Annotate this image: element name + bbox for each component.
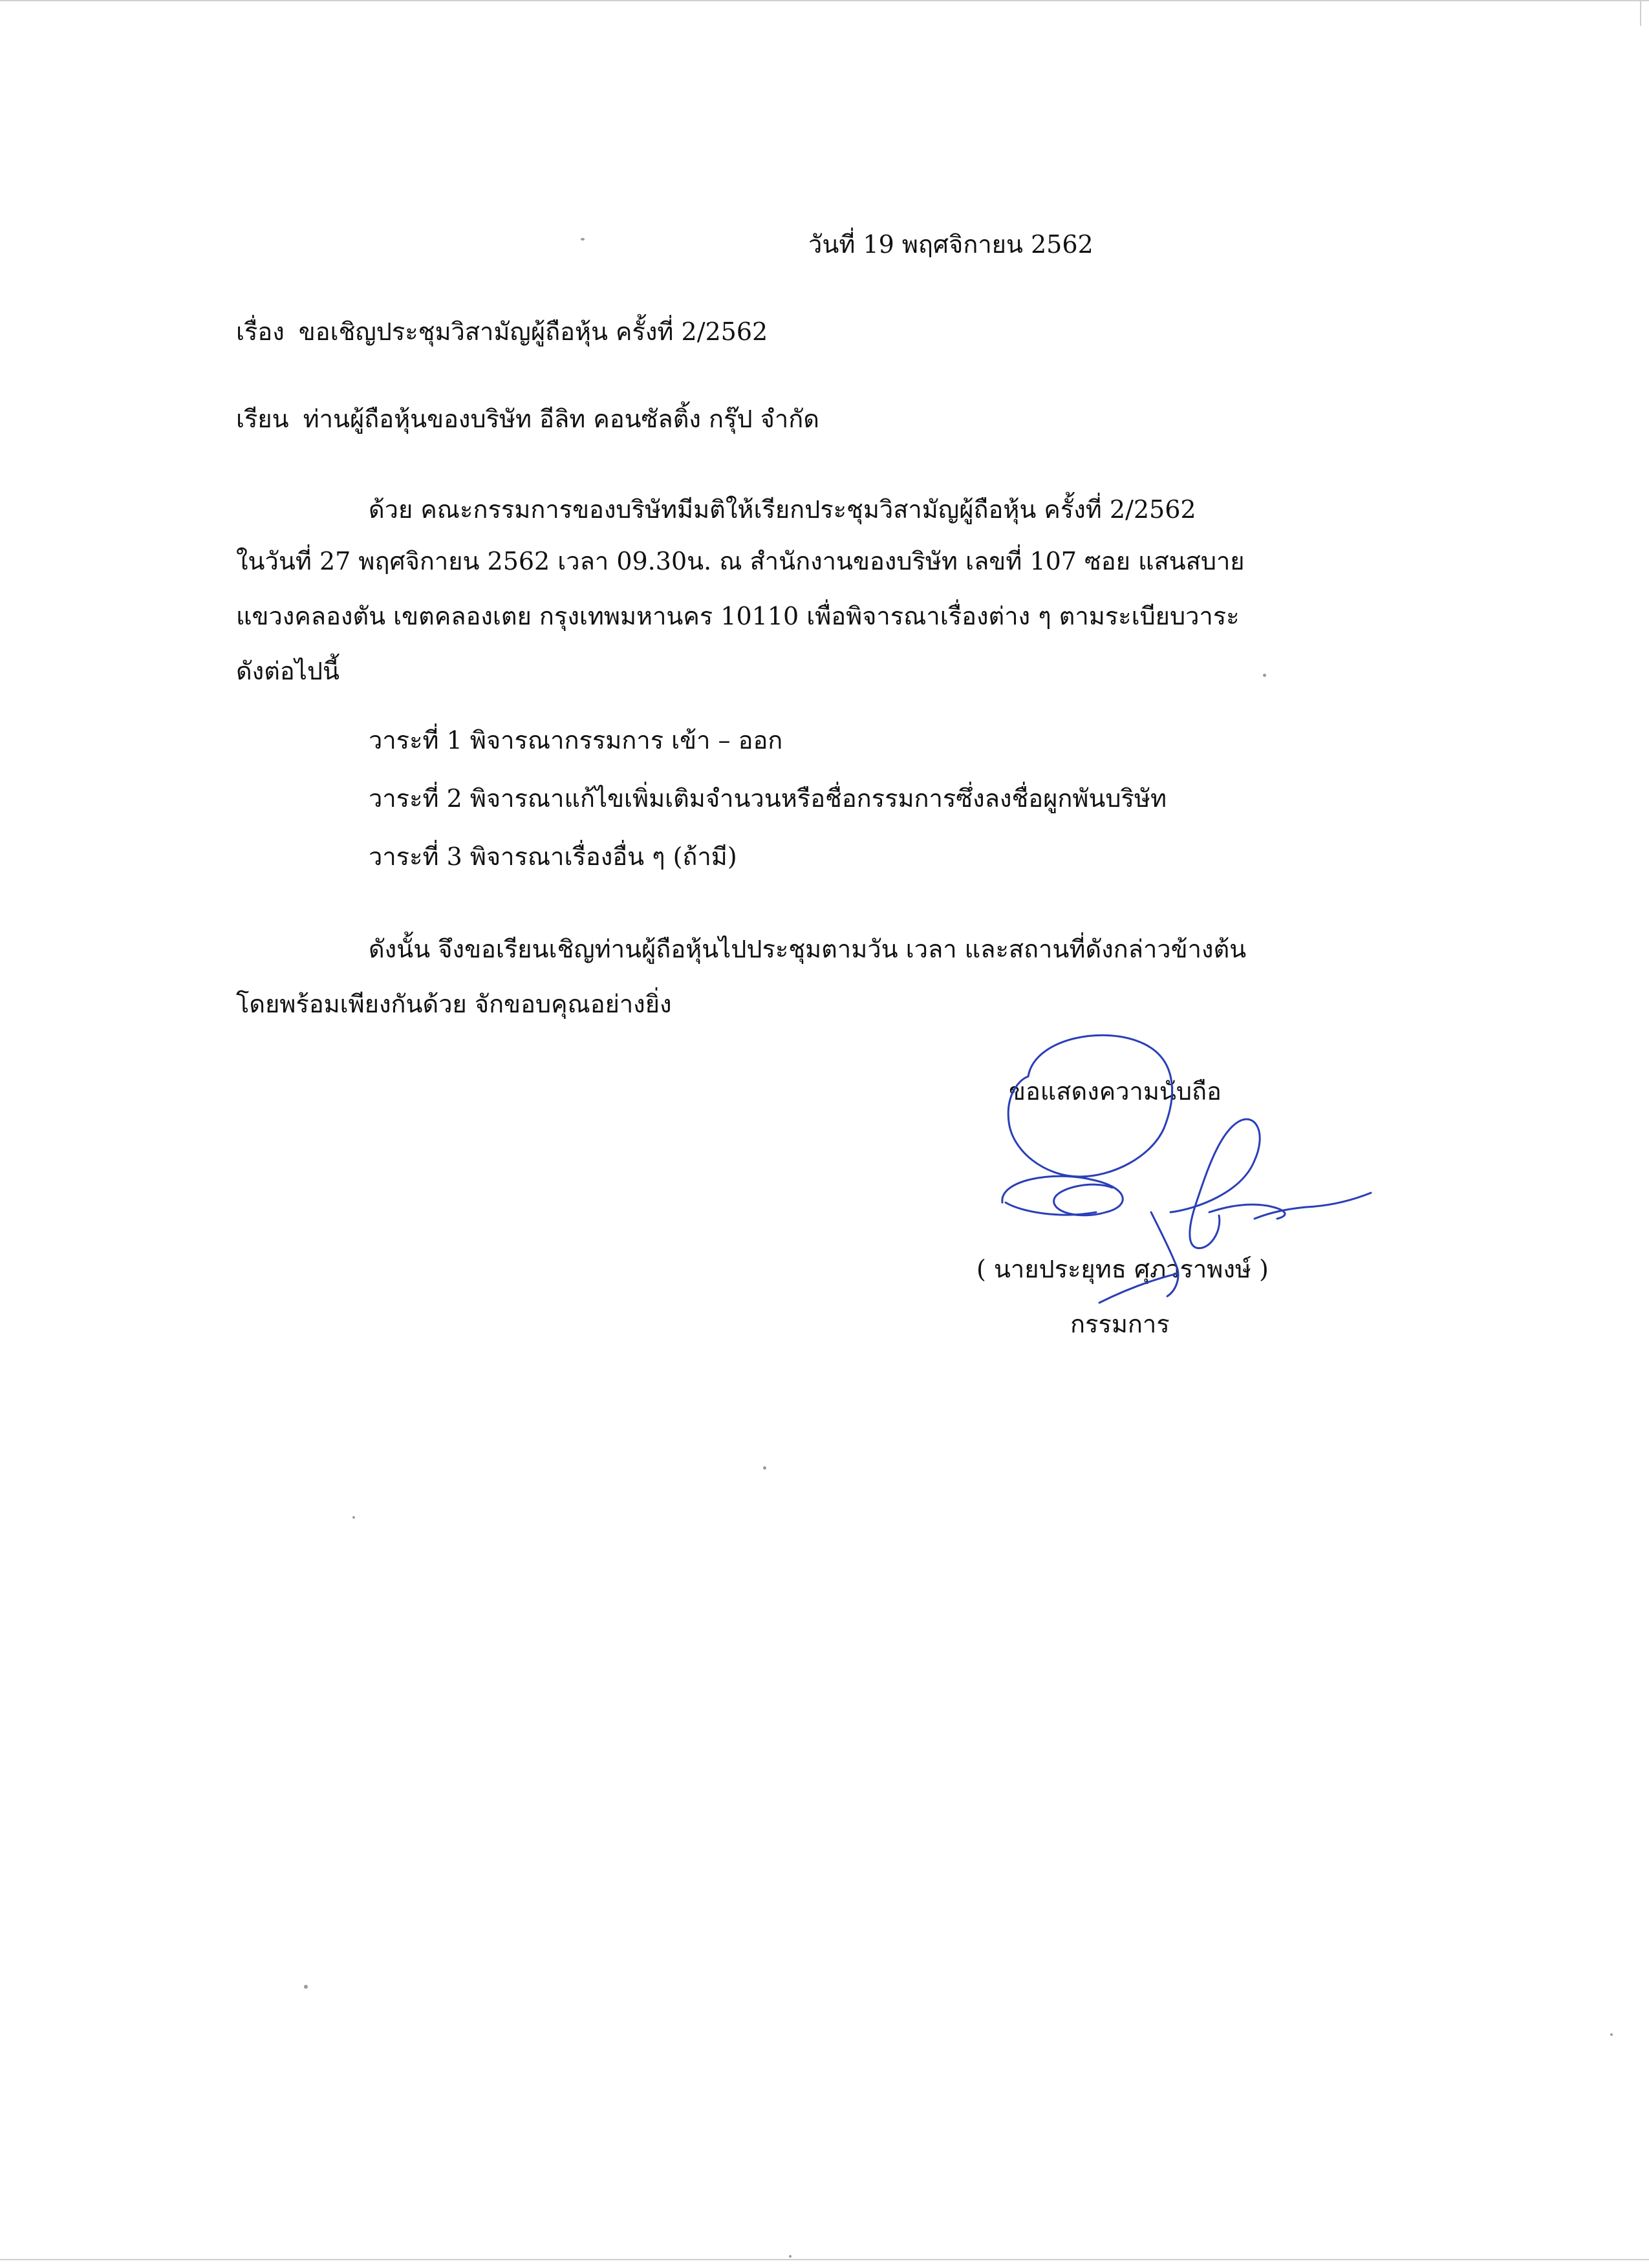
salutation-line — [236, 404, 819, 434]
agenda-item-text: พิจารณากรรมการ เข้า – ออก — [469, 726, 783, 754]
handwritten-signature — [983, 1018, 1397, 1322]
subject-line — [236, 317, 768, 347]
subject-text: ขอเชิญประชุมวิสามัญผู้ถือหุ้น ครั้งที่ 2/2562 — [298, 317, 768, 346]
agenda-item-text: พิจารณาเรื่องอื่น ๆ (ถ้ามี) — [469, 842, 737, 871]
closing-line-2: โดยพร้อมเพียงกันด้วย จักขอบคุณอย่างยิ่ง — [236, 990, 672, 1018]
body-line-4: ดังต่อไปนี้ — [236, 657, 339, 685]
scan-speck — [789, 2255, 792, 2258]
scan-speck — [1263, 674, 1266, 677]
regards-line: ขอแสดงความนับถือ — [1009, 1077, 1222, 1106]
scan-edge-right — [1640, 0, 1641, 26]
salutation-label: เรียน — [236, 405, 289, 433]
agenda-item-3 — [369, 842, 737, 872]
subject-label: เรื่อง — [236, 317, 285, 346]
salutation-text: ท่านผู้ถือหุ้นของบริษัท อีลิท คอนซัลติ้ง กรุ๊ป จำกัด — [303, 405, 819, 433]
scan-speck — [352, 1516, 355, 1519]
agenda-item-label: วาระที่ 1 — [369, 726, 462, 754]
body-line-2: ในวันที่ 27 พฤศจิกายน 2562 เวลา 09.30น. ณ สำนักงานของบริษัท เลขที่ 107 ซอย แสนสบาย — [236, 547, 1245, 575]
scan-speck — [1610, 2033, 1613, 2036]
scan-speck — [581, 238, 585, 241]
agenda-item-label: วาระที่ 2 — [369, 784, 462, 813]
date-line: วันที่ 19 พฤศจิกายน 2562 — [808, 230, 1094, 259]
agenda-item-label: วาระที่ 3 — [369, 842, 462, 871]
agenda-item-1 — [369, 725, 782, 755]
body-line-3: แขวงคลองตัน เขตคลองเตย กรุงเทพมหานคร 10110 เพื่อพิจารณาเรื่องต่าง ๆ ตามระเบียบวาระ — [236, 602, 1240, 630]
scan-edge-bottom — [0, 2259, 1649, 2260]
scan-speck — [304, 1985, 308, 1989]
scan-edge-top — [0, 0, 1649, 1]
signer-title: กรรมการ — [1070, 1310, 1170, 1338]
scan-speck — [763, 1466, 766, 1470]
agenda-item-text: พิจารณาแก้ไขเพิ่มเติมจำนวนหรือชื่อกรรมการซึ่งลงชื่อผูกพันบริษัท — [469, 784, 1167, 813]
closing-line-1: ดังนั้น จึงขอเรียนเชิญท่านผู้ถือหุ้นไปประชุมตามวัน เวลา และสถานที่ดังกล่าวข้างต้น — [369, 935, 1247, 963]
agenda-item-2 — [369, 784, 1167, 813]
signer-name: ( นายประยุทธ ศุภวราพงษ์ ) — [976, 1255, 1269, 1283]
body-line-1: ด้วย คณะกรรมการของบริษัทมีมติให้เรียกประชุมวิสามัญผู้ถือหุ้น ครั้งที่ 2/2562 — [369, 495, 1196, 524]
